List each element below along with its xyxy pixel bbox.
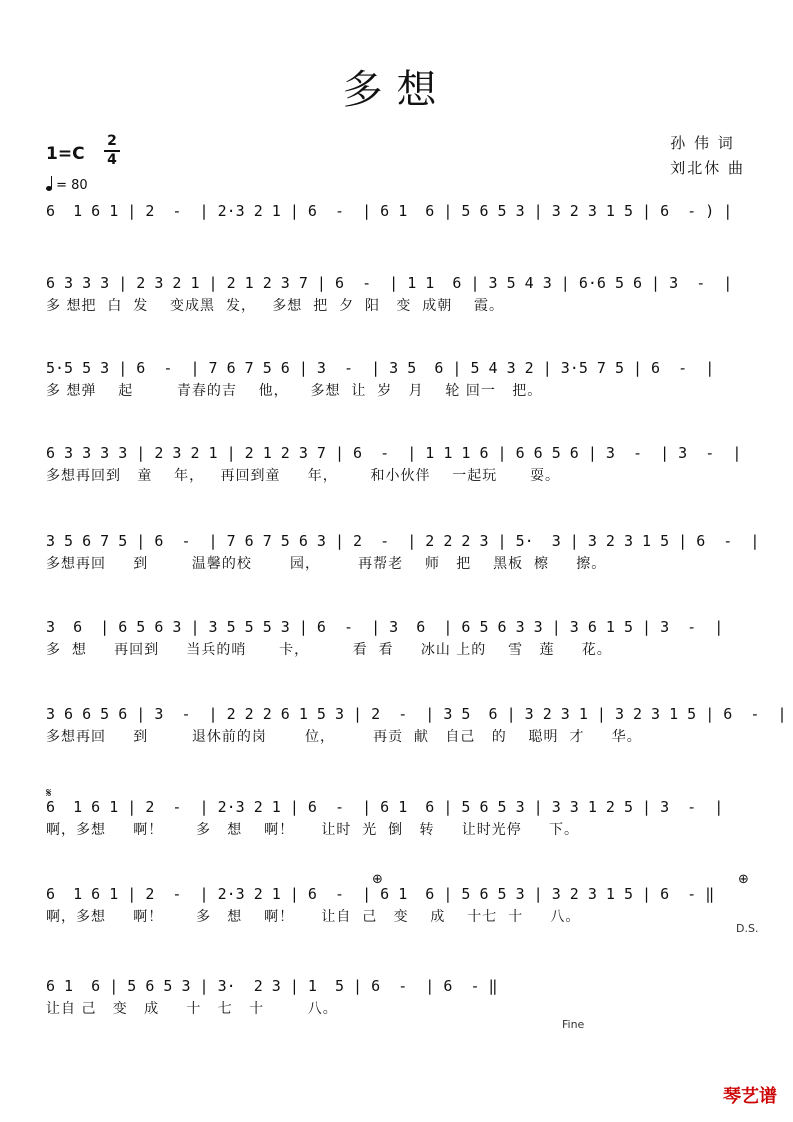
notation-row: 5·5 5 3 | 6 - | 7 6 7 5 6 | 3 - | 3 5 6 | 5 4 3 2 | 3·5 7 5 | 6 - | [46,359,715,377]
key-signature: 1=C [46,144,85,164]
notation-row: 6 3 3 3 | 2 3 2 1 | 2 1 2 3 7 | 6 - | 1 1 6 | 3 5 4 3 | 6·6 5 6 | 3 - | [46,274,733,292]
lyrics-row: 多想再回 到 温馨的校 园， 再帮老 师 把 黑板 檫 擦。 [46,556,607,572]
lyrics-row: 啊，多想 啊！ 多 想 啊！ 让时 光 倒 转 让时光停 下。 [46,822,580,838]
time-signature [104,134,120,168]
score-line [46,796,756,841]
notation-row: 3 6 | 6 5 6 3 | 3 5 5 5 3 | 6 - | 3 6 | 6 5 6 3 3 | 3 6 1 5 | 3 - | [46,618,724,636]
notation-row: 6 3 3 3 3 | 2 3 2 1 | 2 1 2 3 7 | 6 - | 1 1 1 6 | 6 6 5 6 | 3 - | 3 - | [46,444,742,462]
fine-label: Fine [562,1018,585,1031]
segno-icon: 𝄋 [46,786,52,801]
score-line [46,357,756,402]
ds-label: D.S. [736,922,759,935]
time-sig-bottom: 4 [107,152,117,168]
score-line [46,530,760,575]
score-line [46,703,787,748]
score-line [46,975,756,1020]
notation-row: 6 1 6 1 | 2 - | 2·3 2 1 | 6 - | 6 1 6 | 5 6 5 3 | 3 2 3 1 5 | 6 - ‖ [46,885,715,903]
lyricist: 孙 伟 词 [670,134,735,152]
notation-row: 6 1 6 | 5 6 5 3 | 3· 2 3 | 1 5 | 6 - | 6 - ‖ [46,977,498,995]
lyrics-row: 啊，多想 啊！ 多 想 啊！ 让自 己 变 成 十七 十 八。 [46,909,581,925]
notation-row: 3 6 6 5 6 | 3 - | 2 2 2 6 1 5 3 | 2 - | 3 5 6 | 3 2 3 1 | 3 2 3 1 5 | 6 - | [46,705,787,723]
lyrics-row: 多 想弹 起 青春的吉 他， 多想 让 岁 月 轮 回一 把。 [46,383,543,399]
lyrics-row: 多 想 再回到 当兵的哨 卡， 看 看 冰山 上的 雪 莲 花。 [46,642,612,658]
lyrics-row: 多想再回到 童 年， 再回到童 年， 和小伙伴 一起玩 耍。 [46,468,560,484]
score-line [46,883,756,928]
time-sig-top: 2 [107,133,117,149]
quarter-note-icon [46,186,52,191]
score-line [46,442,756,487]
tempo-value: = 80 [56,178,88,193]
composer: 刘北休 曲 [670,159,745,177]
lyrics-row [46,223,756,245]
score-line [46,616,756,661]
notation-row: 6 1 6 1 | 2 - | 2·3 2 1 | 6 - | 6 1 6 | 5 6 5 3 | 3 2 3 1 5 | 6 - ) | [46,202,733,220]
credits [670,131,745,181]
tempo-mark [46,178,88,193]
notation-row: 6 1 6 1 | 2 - | 2·3 2 1 | 6 - | 6 1 6 | 5 6 5 3 | 3 3 1 2 5 | 3 - | [46,798,724,816]
brand-logo: 琴艺谱 [723,1086,777,1107]
score-line [46,200,756,245]
lyrics-row: 让自 己 变 成 十 七 十 八。 [46,1001,338,1017]
notation-row: 3 5 6 7 5 | 6 - | 7 6 7 5 6 3 | 2 - | 2 2 2 3 | 5· 3 | 3 2 3 1 5 | 6 - | [46,532,760,550]
score-line [46,272,756,317]
lyrics-row: 多想再回 到 退休前的岗 位， 再贡 献 自己 的 聪明 才 华。 [46,729,642,745]
page-title: 多想 [342,67,451,113]
coda-icon-end: ⊕ [738,872,749,887]
lyrics-row: 多 想把 白 发 变成黑 发， 多想 把 夕 阳 变 成朝 霞。 [46,298,505,314]
coda-icon: ⊕ [372,872,383,887]
